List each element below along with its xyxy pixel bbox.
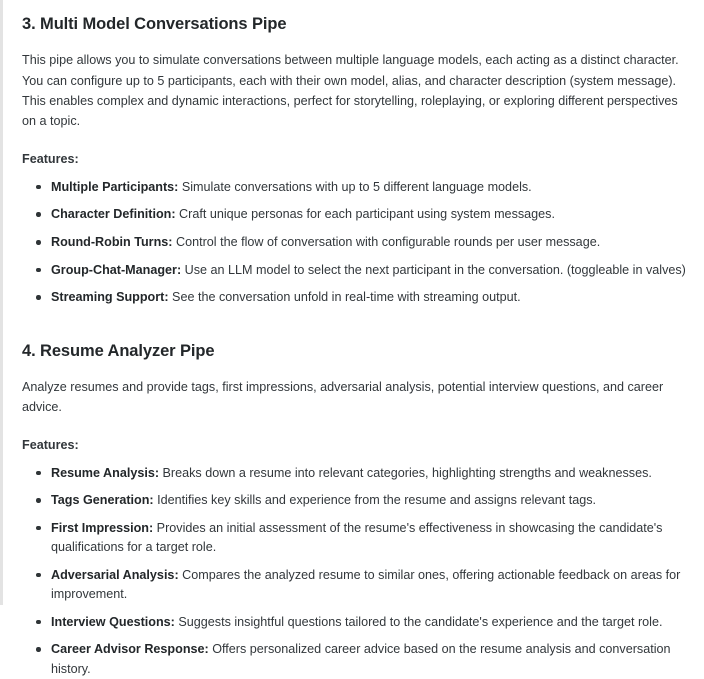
feature-term: Multiple Participants: [51, 179, 179, 194]
feature-term: Interview Questions: [51, 614, 175, 629]
list-item [49, 519, 686, 558]
section-4-features-label: Features: [22, 437, 79, 452]
list-item [49, 613, 686, 633]
section-3-description: This pipe allows you to simulate conversations between multiple language models, each acting as a distinct character. You can configure up to 5 participants, each with their own model, alias, and character description (system message). This enables complex and dynamic interactions, perfect for storytelling, roleplaying, or exploring different perspectives on a topic. [22, 53, 679, 129]
list-item [49, 178, 686, 198]
section-3-features-label: Features: [22, 151, 79, 166]
section-3-feature-list [22, 178, 686, 308]
left-edge-rule [0, 0, 3, 605]
feature-description: Craft unique personas for each participant using system messages. [175, 207, 555, 222]
section-heading-multi-model-conversations-pipe: 3. Multi Model Conversations Pipe [22, 15, 287, 33]
list-item [49, 464, 686, 484]
list-item [49, 491, 686, 511]
feature-term: Streaming Support: [51, 290, 169, 305]
list-item [49, 261, 686, 281]
feature-description: Provides an initial assessment of the resume's effectiveness in showcasing the candidate's qualifications for a target role. [51, 520, 663, 555]
feature-description: Use an LLM model to select the next participant in the conversation. (toggleable in valves) [181, 262, 686, 277]
feature-description: Breaks down a resume into relevant categories, highlighting strengths and weaknesses. [159, 465, 652, 480]
section-4-feature-list [22, 464, 686, 679]
feature-description: Compares the analyzed resume to similar ones, offering actionable feedback on areas for improvement. [51, 567, 681, 602]
feature-term: Resume Analysis: [51, 465, 160, 480]
list-item [49, 205, 686, 225]
section-heading-resume-analyzer-pipe: 4. Resume Analyzer Pipe [22, 341, 215, 360]
feature-description: Simulate conversations with up to 5 different language models. [178, 179, 532, 194]
feature-term: Group-Chat-Manager: [51, 262, 182, 277]
list-item [49, 233, 686, 253]
feature-description: Identifies key skills and experience from the resume and assigns relevant tags. [153, 493, 597, 508]
feature-description: Offers personalized career advice based on the resume analysis and conversation history. [51, 642, 671, 676]
section-4-description: Analyze resumes and provide tags, first impressions, adversarial analysis, potential interview questions, and career advice. [22, 379, 664, 415]
feature-term: Career Advisor Response: [51, 642, 209, 657]
feature-term: Character Definition: [51, 207, 176, 222]
feature-description: Control the flow of conversation with configurable rounds per user message. [172, 235, 601, 249]
list-item [49, 288, 686, 308]
list-item [49, 566, 686, 605]
feature-term: First Impression: [51, 520, 154, 535]
feature-description: See the conversation unfold in real-time with streaming output. [168, 290, 521, 305]
feature-term: Adversarial Analysis: [51, 567, 179, 582]
feature-term: Round-Robin Turns: [51, 235, 173, 249]
feature-description: Suggests insightful questions tailored to the candidate's experience and the target role. [174, 614, 663, 629]
feature-term: Tags Generation: [51, 493, 154, 508]
list-item [49, 640, 686, 679]
